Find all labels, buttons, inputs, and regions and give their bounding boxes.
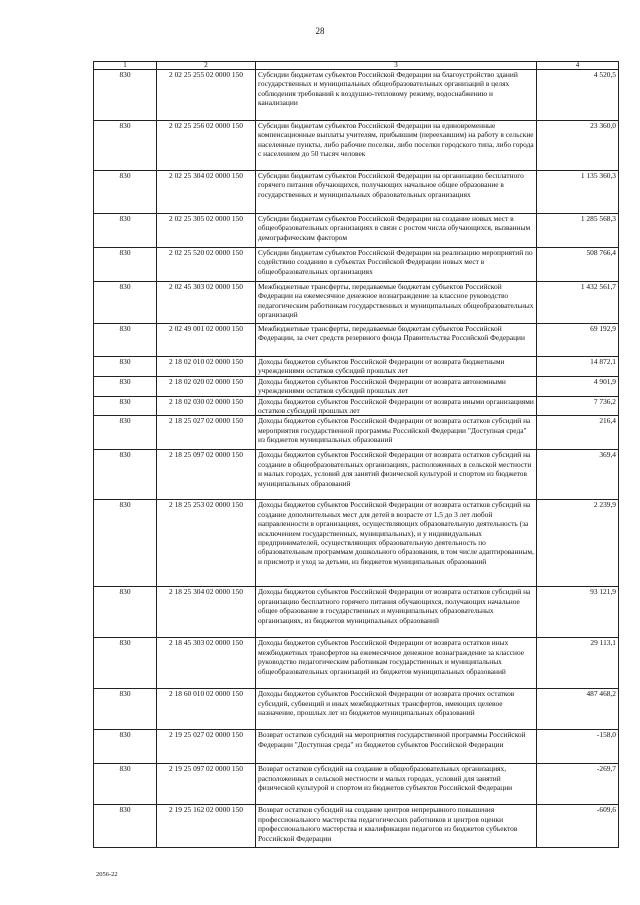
- table-row: [94, 171, 619, 214]
- cell-admin-code: 830: [94, 805, 157, 848]
- table-row: [94, 396, 619, 416]
- cell-budget-code: 2 02 49 001 02 0000 150: [157, 324, 256, 357]
- cell-budget-code: 2 02 45 303 02 0000 150: [157, 282, 256, 324]
- cell-admin-code: 830: [94, 324, 157, 357]
- cell-description: Доходы бюджетов субъектов Российской Федерации от возврата бюджетными учреждениями остатков субсидий прошлых лет: [256, 357, 537, 377]
- table-row: [94, 248, 619, 282]
- cell-budget-code: 2 18 25 097 02 0000 150: [157, 450, 256, 500]
- cell-budget-code: 2 19 25 162 02 0000 150: [157, 805, 256, 848]
- cell-description: Доходы бюджетов субъектов Российской Федерации от возврата прочих остатков субсидий, субвенций и иных межбюджетных трансфертов, имеющих целевое назначение, прошлых лет из бюджетов муниципальных образований: [256, 689, 537, 730]
- cell-amount: 1 135 360,3: [537, 171, 619, 214]
- cell-budget-code: 2 18 25 027 02 0000 150: [157, 416, 256, 450]
- cell-description: Доходы бюджетов субъектов Российской Федерации от возврата остатков субсидий на организацию бесплатного горячего питания обучающихся, получающих начальное общее образование в государственных и муниципальных образовательных организациях, из бюджетов муниципальных образований: [256, 587, 537, 638]
- cell-description: Доходы бюджетов субъектов Российской Федерации от возврата остатков субсидий на создание дополнительных мест для детей в возрасте от 1,5 до 3 лет любой направленности в организациях, осуществляющих образовательную деятельность (за исключением государственных, муниципальных), и у индивидуальных предпринимателей, осуществляющих образовательную деятельность по образовательным программам дошкольного образования, в том числе адаптированным, и присмотр и уход за детьми, из бюджетов муниципальных образований: [256, 500, 537, 587]
- cell-description: Субсидии бюджетам субъектов Российской Федерации на реализацию мероприятий по содействию созданию в субъектах Российской Федерации новых мест в общеобразовательных организациях: [256, 248, 537, 282]
- cell-budget-code: 2 02 25 520 02 0000 150: [157, 248, 256, 282]
- cell-amount: 2 239,9: [537, 500, 619, 587]
- footer-code: 2056-22: [96, 871, 118, 878]
- cell-amount: -609,6: [537, 805, 619, 848]
- cell-admin-code: 830: [94, 416, 157, 450]
- cell-amount: 69 192,9: [537, 324, 619, 357]
- cell-description: Доходы бюджетов субъектов Российской Федерации от возврата иными организациями остатков субсидий прошлых лет: [256, 396, 537, 416]
- table-row: [94, 121, 619, 171]
- cell-budget-code: 2 18 60 010 02 0000 150: [157, 689, 256, 730]
- cell-amount: 508 766,4: [537, 248, 619, 282]
- cell-admin-code: 830: [94, 500, 157, 587]
- cell-description: Субсидии бюджетам субъектов Российской Федерации на благоустройство зданий государственных и муниципальных общеобразовательных организаций в целях соблюдения требований к воздушно-тепловому режиму, водоснабжению и канализации: [256, 70, 537, 121]
- column-number-row: [94, 62, 619, 70]
- cell-admin-code: 830: [94, 171, 157, 214]
- cell-budget-code: 2 18 25 253 02 0000 150: [157, 500, 256, 587]
- cell-description: Доходы бюджетов субъектов Российской Федерации от возврата остатков субсидий на мероприятия государственной программы Российской Федерации "Доступная среда" из бюджетов муниципальных образований: [256, 416, 537, 450]
- cell-amount: 23 360,0: [537, 121, 619, 171]
- column-number: 2: [157, 62, 256, 70]
- cell-description: Субсидии бюджетам субъектов Российской Федерации на организацию бесплатного горячего питания обучающихся, получающих начальное общее образование в государственных и муниципальных образовательных организациях: [256, 171, 537, 214]
- cell-description: Межбюджетные трансферты, передаваемые бюджетам субъектов Российской Федерации, за счет средств резервного фонда Правительства Российской Федерации: [256, 324, 537, 357]
- table-row: [94, 357, 619, 377]
- table-row: [94, 214, 619, 248]
- page-number: 28: [315, 26, 325, 36]
- cell-admin-code: 830: [94, 450, 157, 500]
- cell-description: Доходы бюджетов субъектов Российской Федерации от возврата остатков субсидий на создание в общеобразовательных организациях, расположенных в сельской местности и малых городах, условий для занятий физической культурой и спортом из бюджетов муниципальных образований: [256, 450, 537, 500]
- cell-admin-code: 830: [94, 689, 157, 730]
- cell-admin-code: 830: [94, 376, 157, 396]
- table-row: [94, 730, 619, 764]
- table-row: [94, 638, 619, 689]
- cell-admin-code: 830: [94, 357, 157, 377]
- cell-budget-code: 2 02 25 255 02 0000 150: [157, 70, 256, 121]
- column-number: 4: [537, 62, 619, 70]
- cell-admin-code: 830: [94, 214, 157, 248]
- cell-description: Субсидии бюджетам субъектов Российской Федерации на единовременные компенсационные выплаты учителям, прибывшим (переехавшим) на работу в сельские населенные пункты, либо рабочие поселки, либо поселки городского типа, либо города с населением до 50 тысяч человек: [256, 121, 537, 171]
- column-number: 1: [94, 62, 157, 70]
- cell-amount: -269,7: [537, 764, 619, 805]
- table-row: [94, 450, 619, 500]
- cell-amount: 93 121,9: [537, 587, 619, 638]
- cell-budget-code: 2 18 45 303 02 0000 150: [157, 638, 256, 689]
- cell-admin-code: 830: [94, 764, 157, 805]
- cell-amount: 1 432 561,7: [537, 282, 619, 324]
- table-body: [94, 70, 619, 848]
- table-row: [94, 282, 619, 324]
- table-row: [94, 70, 619, 121]
- cell-admin-code: 830: [94, 396, 157, 416]
- cell-budget-code: 2 19 25 027 02 0000 150: [157, 730, 256, 764]
- revenue-table: [93, 61, 619, 848]
- cell-admin-code: 830: [94, 638, 157, 689]
- cell-admin-code: 830: [94, 248, 157, 282]
- table-row: [94, 587, 619, 638]
- table-row: [94, 416, 619, 450]
- cell-budget-code: 2 02 25 304 02 0000 150: [157, 171, 256, 214]
- cell-description: Субсидии бюджетам субъектов Российской Федерации на создание новых мест в общеобразовательных организациях в связи с ростом числа обучающихся, вызванным демографическим фактором: [256, 214, 537, 248]
- table-row: [94, 689, 619, 730]
- cell-description: Возврат остатков субсидий на создание центров непрерывного повышения профессионального мастерства педагогических работников и центров оценки профессионального мастерства и квалификации педагогов из бюджетов субъектов Российской Федерации: [256, 805, 537, 848]
- cell-admin-code: 830: [94, 282, 157, 324]
- cell-admin-code: 830: [94, 70, 157, 121]
- cell-amount: 7 736,2: [537, 396, 619, 416]
- cell-amount: 14 872,1: [537, 357, 619, 377]
- table-row: [94, 500, 619, 587]
- column-number: 3: [256, 62, 537, 70]
- cell-description: Возврат остатков субсидий на мероприятия государственной программы Российской Федерации "Доступная среда" из бюджетов субъектов Российской Федерации: [256, 730, 537, 764]
- cell-budget-code: 2 18 02 030 02 0000 150: [157, 396, 256, 416]
- cell-budget-code: 2 18 02 010 02 0000 150: [157, 357, 256, 377]
- cell-admin-code: 830: [94, 121, 157, 171]
- cell-amount: 4 901,9: [537, 376, 619, 396]
- cell-admin-code: 830: [94, 587, 157, 638]
- table-row: [94, 764, 619, 805]
- cell-description: Возврат остатков субсидий на создание в общеобразовательных организациях, расположенных в сельской местности и малых городах, условий для занятий физической культурой и спортом из бюджетов субъектов Российской Федерации: [256, 764, 537, 805]
- table-row: [94, 324, 619, 357]
- table-row: [94, 376, 619, 396]
- cell-admin-code: 830: [94, 730, 157, 764]
- cell-description: Межбюджетные трансферты, передаваемые бюджетам субъектов Российской Федерации на ежемесячное денежное вознаграждение за классное руководство педагогическим работникам государственных и муниципальных общеобразовательных организаций: [256, 282, 537, 324]
- cell-budget-code: 2 18 25 304 02 0000 150: [157, 587, 256, 638]
- table-row: [94, 805, 619, 848]
- cell-amount: 216,4: [537, 416, 619, 450]
- cell-amount: 487 468,2: [537, 689, 619, 730]
- cell-amount: 4 520,5: [537, 70, 619, 121]
- cell-budget-code: 2 02 25 256 02 0000 150: [157, 121, 256, 171]
- cell-budget-code: 2 19 25 097 02 0000 150: [157, 764, 256, 805]
- cell-description: Доходы бюджетов субъектов Российской Федерации от возврата остатков иных межбюджетных трансфертов на ежемесячное денежное вознаграждение за классное руководство педагогическим работникам государственных и муниципальных общеобразовательных организаций из бюджетов муниципальных образований: [256, 638, 537, 689]
- cell-amount: 29 113,1: [537, 638, 619, 689]
- cell-budget-code: 2 18 02 020 02 0000 150: [157, 376, 256, 396]
- cell-description: Доходы бюджетов субъектов Российской Федерации от возврата автономными учреждениями остатков субсидий прошлых лет: [256, 376, 537, 396]
- cell-amount: 369,4: [537, 450, 619, 500]
- cell-amount: -158,0: [537, 730, 619, 764]
- cell-budget-code: 2 02 25 305 02 0000 150: [157, 214, 256, 248]
- cell-amount: 1 285 568,3: [537, 214, 619, 248]
